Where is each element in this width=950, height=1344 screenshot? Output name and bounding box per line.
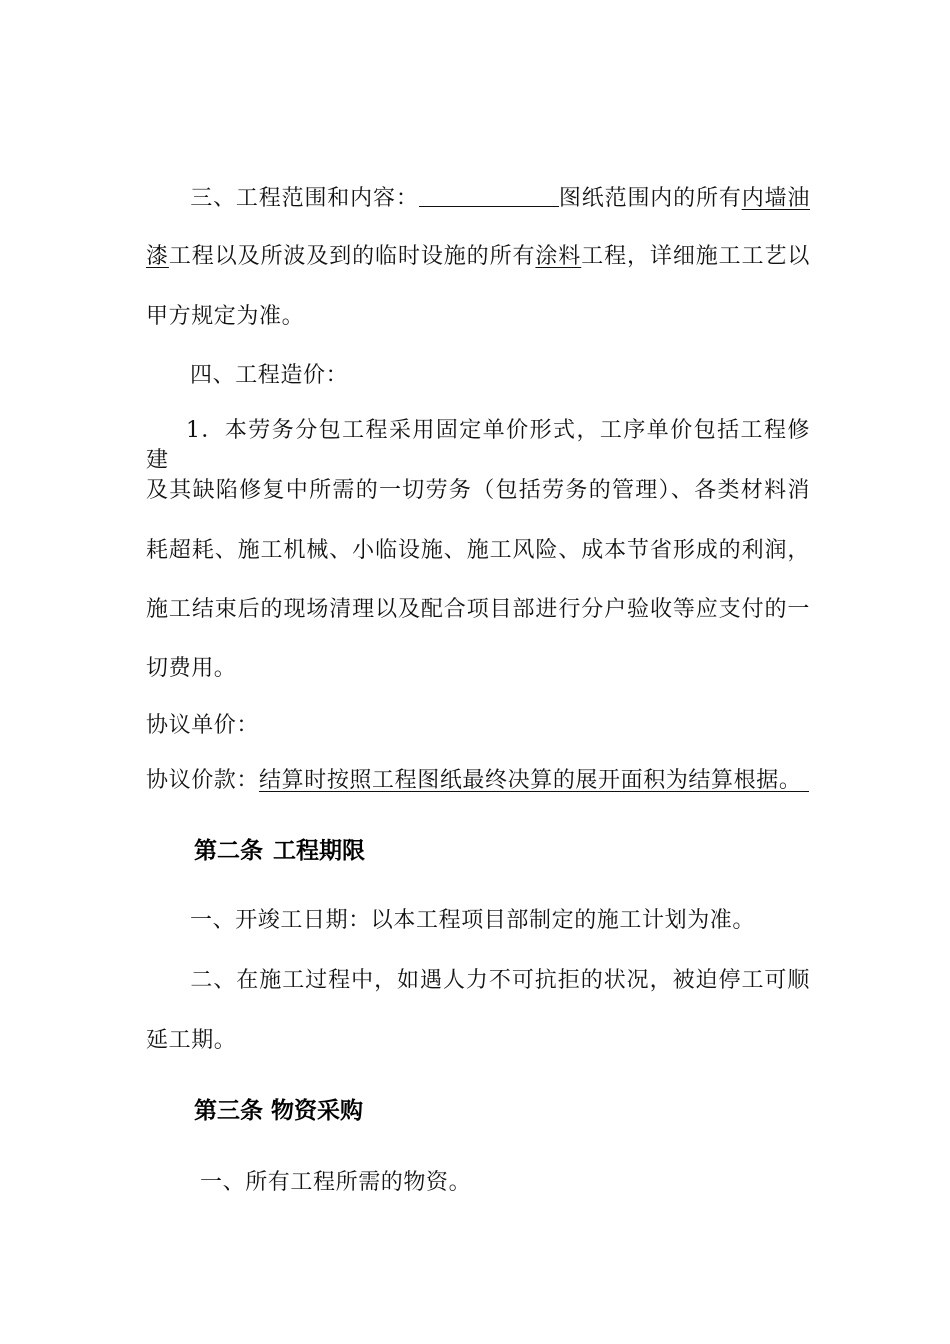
scope-text-3: 工程，详细施工工艺以: [581, 244, 810, 269]
scope-underlined-term-cont: 漆: [146, 244, 169, 269]
scope-text: 图纸范围内的所有: [558, 186, 742, 211]
section-price-title: 四、工程造价：: [190, 363, 349, 388]
article2-title: 工程期限: [273, 838, 365, 864]
paragraph-scope-line3: 甲方规定为准。: [146, 304, 305, 329]
price-line1-text: 1．本劳务分包工程采用固定单价形式，工序单价包括工程修建: [146, 418, 810, 473]
paragraph-price-line2: 及其缺陷修复中所需的一切劳务（包括劳务的管理）、各类材料消: [146, 478, 810, 503]
article3-heading: 第三条 物资采购: [194, 1098, 364, 1124]
scope-label: 三、工程范围和内容：: [190, 186, 419, 211]
scope-underlined-coating: 涂料: [535, 244, 582, 269]
scope-text-2: 工程以及所波及到的临时设施的所有: [168, 244, 536, 269]
article2-item2-line2: 延工期。: [146, 1028, 237, 1053]
paragraph-scope-line1: [146, 182, 810, 214]
article2-item2-text: 二、在施工过程中，如遇人力不可抗拒的状况，被迫停工可顺: [190, 968, 810, 993]
agreement-price-label: 协议价款：: [146, 768, 260, 793]
scope-underlined-term: 内墙油: [741, 186, 810, 211]
article2-item2-line1: [146, 966, 810, 996]
agreement-price-line: [146, 766, 810, 796]
article3-item1: 一、所有工程所需的物资。: [200, 1170, 472, 1195]
scope-blank-field: [419, 182, 559, 207]
unit-price-label: 协议单价：: [146, 713, 260, 738]
article2-item1: 一、开竣工日期：以本工程项目部制定的施工计划为准。: [190, 908, 756, 933]
paragraph-price-line3: 耗超耗、施工机械、小临设施、施工风险、成本节省形成的利润，: [146, 538, 810, 563]
agreement-price-value: 结算时按照工程图纸最终决算的展开面积为结算根据。: [259, 768, 802, 793]
paragraph-price-line1: [146, 416, 810, 476]
paragraph-scope-line2: [146, 242, 810, 272]
article2-heading: [194, 836, 365, 866]
paragraph-price-line5: 切费用。: [146, 656, 237, 681]
paragraph-price-line4: 施工结束后的现场清理以及配合项目部进行分户验收等应支付的一: [146, 597, 810, 622]
article2-number: 第二条: [194, 838, 263, 864]
